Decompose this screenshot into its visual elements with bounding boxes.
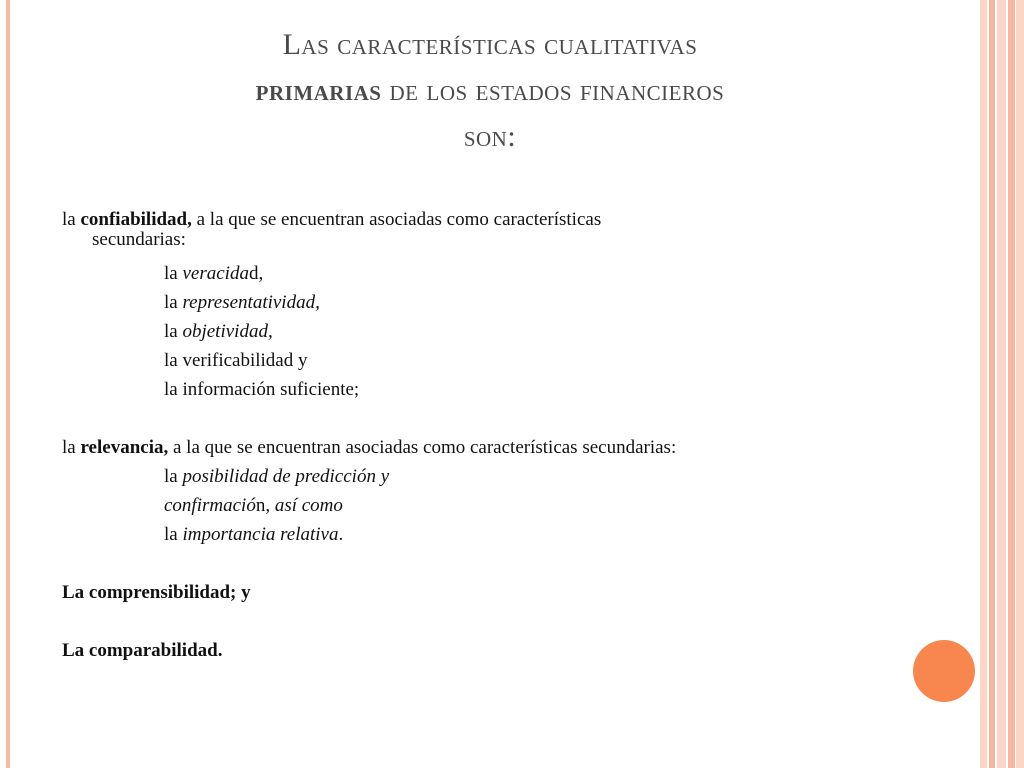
- slide-body: [62, 210, 942, 665]
- list-item: la objetividad,: [164, 321, 273, 342]
- decorative-stripe: [1016, 0, 1024, 768]
- decorative-stripe: [997, 0, 1006, 768]
- list-item: confirmación, así como: [164, 495, 343, 516]
- confiabilidad-paragraph: [62, 210, 942, 250]
- text-continuation: secundarias:: [92, 229, 186, 250]
- title-line-3: son:: [463, 120, 517, 153]
- title-bold-word: primarias: [255, 74, 382, 107]
- list-item: la veracidad,: [164, 263, 264, 284]
- term-confiabilidad: confiabilidad,: [80, 209, 192, 230]
- list-item: la información suficiente;: [164, 379, 360, 400]
- decorative-stripe: [989, 0, 995, 768]
- left-frame-line: [6, 0, 10, 768]
- term-relevancia: relevancia,: [80, 437, 169, 458]
- comparabilidad-line: La comparabilidad.: [62, 640, 223, 661]
- comprensibilidad-line: La comprensibilidad; y: [62, 582, 251, 603]
- list-item: la posibilidad de predicción y: [164, 466, 390, 487]
- list-item: la importancia relativa.: [164, 524, 344, 545]
- title-line-2-rest: de los estados financieros: [381, 74, 725, 107]
- text-prefix: la: [62, 209, 81, 230]
- title-line-2: [60, 68, 920, 114]
- list-item: la representatividad,: [164, 292, 320, 313]
- title-line-1: Las características cualitativas: [282, 28, 698, 61]
- relevancia-paragraph: la relevancia, a la que se encuentran asociadas como características secundarias:: [62, 437, 677, 458]
- decorative-stripe: [980, 0, 987, 768]
- slide-title: [60, 22, 920, 160]
- decorative-stripe: [1008, 0, 1015, 768]
- list-item: la verificabilidad y: [164, 350, 308, 371]
- text-suffix: a la que se encuentran asociadas como características: [191, 209, 602, 230]
